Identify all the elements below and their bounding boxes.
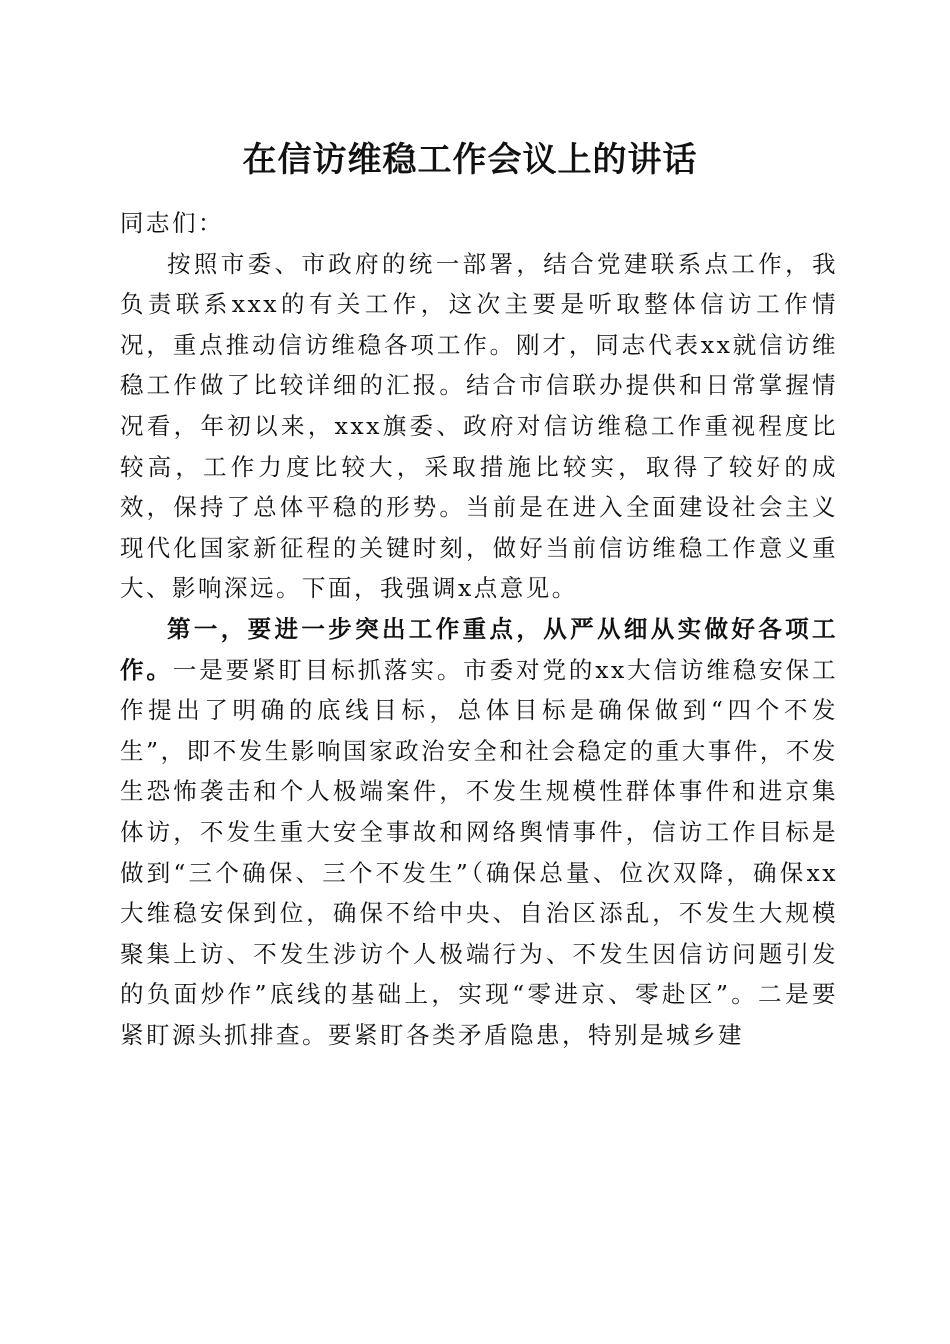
paragraph-2-heading: 第一，要进一步突出工作重点，从严从细从实做好各项工作。 xyxy=(120,614,838,684)
paragraph-2 xyxy=(120,609,838,1056)
salutation: 同志们： xyxy=(120,209,224,237)
paragraph-2-body: 一是要紧盯目标抓落实。市委对党的xx大信访维稳安保工作提出了明确的底线目标，总体目标是确保做到“四个不发生”，即不发生影响国家政治安全和社会稳定的重大事件，不发生恐怖袭击和个人极端案件，不发生规模性群体事件和进京集体访，不发生重大安全事故和网络舆情事件，信访工作目标是做到“三个确保、三个不发生”（确保总量、位次双降，确保xx大维稳安保到位，确保不给中央、自治区添乱，不发生大规模聚集上访、不发生涉访个人极端行为、不发生因信访问题引发的负面炒作”底线的基础上，实现“零进京、零赴区”。二是要紧盯源头抓排查。要紧盯各类矛盾隐患，特别是城乡建 xyxy=(120,655,838,1049)
paragraph-1: 按照市委、市政府的统一部署，结合党建联系点工作，我负责联系xxx的有关工作，这次主要是听取整体信访工作情况，重点推动信访维稳各项工作。刚才，同志代表xx就信访维稳工作做了比较详细的汇报。结合市信联办提供和日常掌握情况看，年初以来，xxx旗委、政府对信访维稳工作重视程度比较高，工作力度比较大，采取措施比较实，取得了较好的成效，保持了总体平稳的形势。当前是在进入全面建设社会主义现代化国家新征程的关键时刻，做好当前信访维稳工作意义重大、影响深远。下面，我强调x点意见。 xyxy=(120,249,838,603)
document-body xyxy=(120,203,838,1055)
document-title: 在信访维稳工作会议上的讲话 xyxy=(242,140,698,180)
